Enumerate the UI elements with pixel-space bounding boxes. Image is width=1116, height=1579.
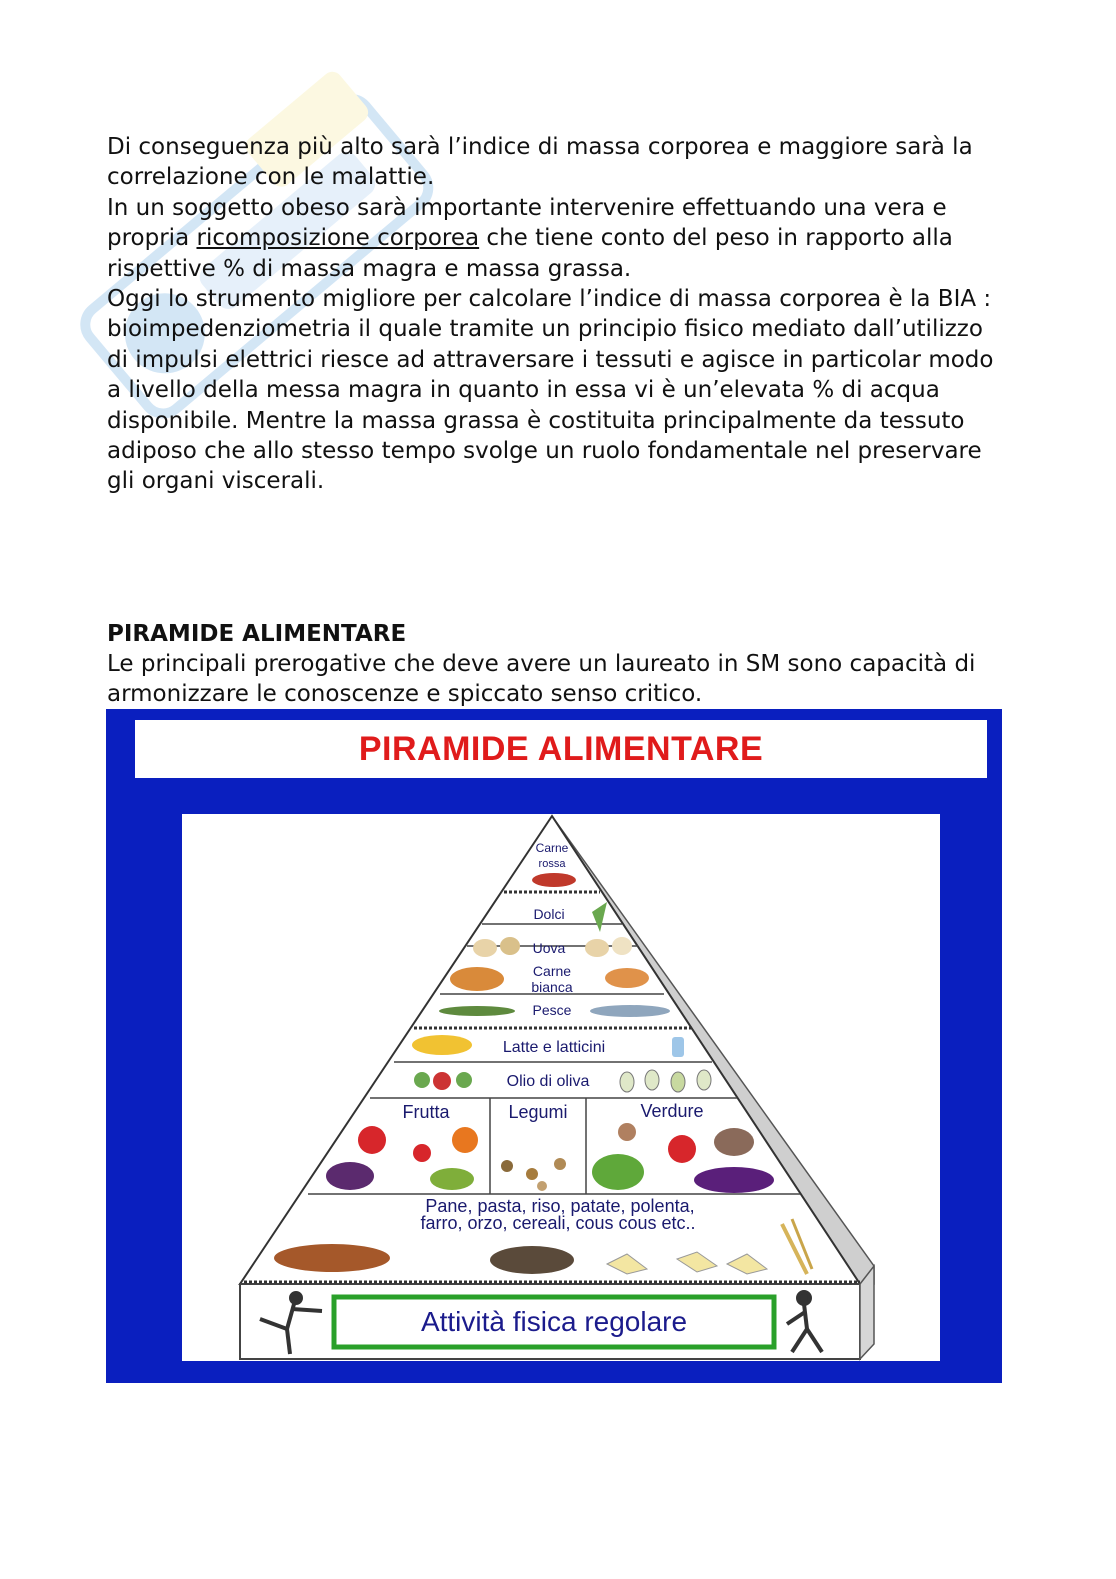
pyramid-drawing: [182, 814, 940, 1361]
label-latte: Latte e latticini: [502, 1039, 606, 1056]
paragraph-2-start: In un soggetto obeso sarà importante intervenire effettuando una vera e propria: [107, 194, 947, 252]
label-dolci: Dolci: [533, 906, 565, 922]
label-carne-rossa-2: rossa: [538, 858, 566, 870]
label-carne-bianca-1: Carne: [532, 963, 572, 979]
pyramid-panel: [182, 814, 940, 1361]
paragraph-2-end: che tiene conto del peso in rapporto alla rispettive % di massa magra e massa grassa.: [107, 225, 953, 282]
food-pyramid-figure: [106, 709, 1002, 1383]
body-text: [107, 132, 1007, 497]
label-cereali-1: Pane, pasta, riso, patate, polenta,: [425, 1196, 695, 1216]
label-legumi: Legumi: [508, 1102, 568, 1122]
figure-title: PIRAMIDE ALIMENTARE: [135, 720, 987, 778]
underlined-term: ricomposizione corporea: [196, 225, 480, 252]
label-verdure: Verdure: [640, 1101, 704, 1121]
paragraph-1: Di conseguenza più alto sarà l’indice di massa corporea e maggiore sarà la correlazione con le malattie.: [107, 134, 973, 191]
label-activity: Attività fisica regolare: [420, 1306, 688, 1337]
label-carne-rossa-1: Carne: [535, 841, 569, 855]
label-carne-bianca-2: bianca: [531, 979, 573, 995]
paragraph-3: Oggi lo strumento migliore per calcolare l’indice di massa corporea è la BIA : bioimpedenziometria il quale tramite un principio fisico mediato dall’utilizzo di impulsi elettrici riesce ad attraversare i tessuti e agisce in particolar modo a livello della messa magra in quanto in essa vi è un’elevata % di acqua disponibile. Mentre la massa grassa è costituita principalmente da tessuto adiposo che allo stesso tempo svolge un ruolo fondamentale nel preservare gli organi viscerali.: [107, 286, 994, 495]
label-olio: Olio di oliva: [506, 1073, 590, 1090]
label-pesce: Pesce: [532, 1002, 572, 1018]
label-cereali-2: farro, orzo, cereali, cous cous etc..: [420, 1213, 696, 1233]
label-frutta: Frutta: [402, 1102, 450, 1122]
paragraph-2: [107, 193, 1007, 284]
label-uova: Uova: [532, 940, 566, 956]
section-intro: Le principali prerogative che deve avere un laureato in SM sono capacità di armonizzare le conoscenze e spiccato senso critico.: [107, 651, 976, 708]
section-heading: PIRAMIDE ALIMENTARE: [107, 621, 407, 647]
